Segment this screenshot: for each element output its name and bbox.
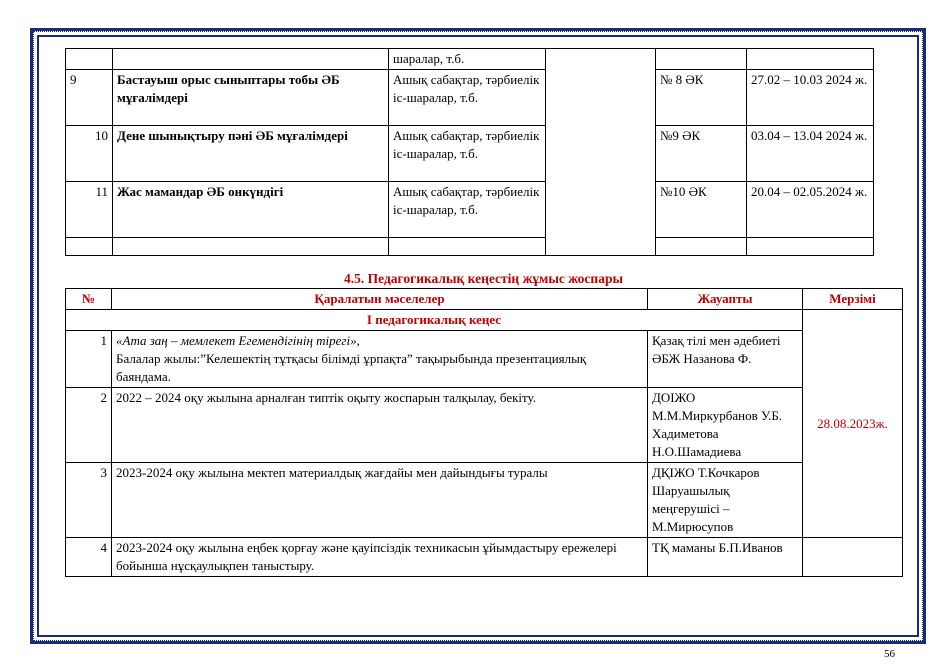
row-form: шаралар, т.б. bbox=[389, 49, 546, 70]
table-row bbox=[66, 331, 903, 388]
header-topic: Қаралатын мәселелер bbox=[112, 289, 648, 310]
table-row bbox=[66, 238, 874, 256]
row-form: Ашық сабақтар, тәрбиелік іс-шаралар, т.б. bbox=[389, 182, 546, 238]
row-name bbox=[113, 49, 389, 70]
item-number: 4 bbox=[66, 538, 112, 577]
item-topic: 2023-2024 оқу жылына еңбек қорғау және қауіпсіздік техникасын ұйымдастыру ережелері бойынша нұсқаулықпен таныстыру. bbox=[112, 538, 648, 577]
council-title-row bbox=[66, 310, 903, 331]
row-number: 11 bbox=[66, 182, 113, 238]
table-row bbox=[66, 49, 874, 70]
row-date: 27.02 – 10.03 2024 ж. bbox=[747, 70, 874, 126]
item-responsible: ДОІЖО М.М.Миркурбанов У.Б. Хадиметова Н.О.Шамадиева bbox=[648, 388, 803, 463]
header-responsible: Жауапты bbox=[648, 289, 803, 310]
row-place: №9 ӘК bbox=[656, 126, 747, 182]
council-title: І педагогикалық кеңес bbox=[66, 310, 803, 331]
item-topic: 2022 – 2024 оқу жылына арналған типтік оқыту жоспарын талқылау, бекіту. bbox=[112, 388, 648, 463]
row-form bbox=[389, 238, 546, 256]
table-row bbox=[66, 70, 874, 126]
item-topic: 2023-2024 оқу жылына мектеп материалдық жағдайы мен дайындығы туралы bbox=[112, 463, 648, 538]
section-heading: 4.5. Педагогикалық кеңестің жұмыс жоспары bbox=[344, 271, 623, 286]
row-number bbox=[66, 238, 113, 256]
row-place: № 8 ӘК bbox=[656, 70, 747, 126]
row-number: 10 bbox=[66, 126, 113, 182]
row-place bbox=[656, 238, 747, 256]
row-place bbox=[656, 49, 747, 70]
row-date bbox=[747, 49, 874, 70]
row-name: Бастауыш орыс сыныптары тобы ӘБ мұғалімдері bbox=[113, 70, 389, 126]
row-name: Дене шынықтыру пәні ӘБ мұғалімдері bbox=[113, 126, 389, 182]
item-topic-italic: «Ата заң – мемлекет Егемендігінің тірегі» bbox=[116, 333, 357, 348]
item-number: 1 bbox=[66, 331, 112, 388]
item-topic-extra: Балалар жылы:”Келешектің тұтқасы білімді ұрпақта” тақырыбында презентациялық баяндама. bbox=[116, 351, 587, 384]
header-deadline: Мерзімі bbox=[803, 289, 903, 310]
page-number: 56 bbox=[884, 648, 895, 660]
row-date bbox=[747, 238, 874, 256]
table-row bbox=[66, 538, 903, 577]
table-row bbox=[66, 126, 874, 182]
pedagogical-council-table bbox=[65, 288, 903, 577]
header-number: № bbox=[66, 289, 112, 310]
methodical-events-table bbox=[65, 48, 874, 256]
row-name: Жас мамандар ӘБ онкүндігі bbox=[113, 182, 389, 238]
council-deadline: 28.08.2023ж. bbox=[803, 310, 903, 538]
row-date: 20.04 – 02.05.2024 ж. bbox=[747, 182, 874, 238]
table-row bbox=[66, 182, 874, 238]
item-responsible: Қазақ тілі мен әдебиеті ӘБЖ Назанова Ф. bbox=[648, 331, 803, 388]
row-date: 03.04 – 13.04 2024 ж. bbox=[747, 126, 874, 182]
row-form: Ашық сабақтар, тәрбиелік іс-шаралар, т.б. bbox=[389, 70, 546, 126]
item-number: 3 bbox=[66, 463, 112, 538]
empty-deadline-cell bbox=[803, 538, 903, 577]
row-name bbox=[113, 238, 389, 256]
row-number: 9 bbox=[66, 70, 113, 126]
merged-empty-cell bbox=[546, 49, 656, 256]
header-row bbox=[66, 289, 903, 310]
row-place: №10 ӘК bbox=[656, 182, 747, 238]
table-row bbox=[66, 388, 903, 463]
row-number bbox=[66, 49, 113, 70]
row-form: Ашық сабақтар, тәрбиелік іс-шаралар, т.б. bbox=[389, 126, 546, 182]
item-responsible: ТҚ маманы Б.П.Иванов bbox=[648, 538, 803, 577]
item-number: 2 bbox=[66, 388, 112, 463]
item-topic-punct: , bbox=[356, 333, 360, 348]
item-responsible: ДҚІЖО Т.Кочкаров Шаруашылық меңгерушісі – М.Мирюсупов bbox=[648, 463, 803, 538]
table-row bbox=[66, 463, 903, 538]
item-topic bbox=[112, 331, 648, 388]
